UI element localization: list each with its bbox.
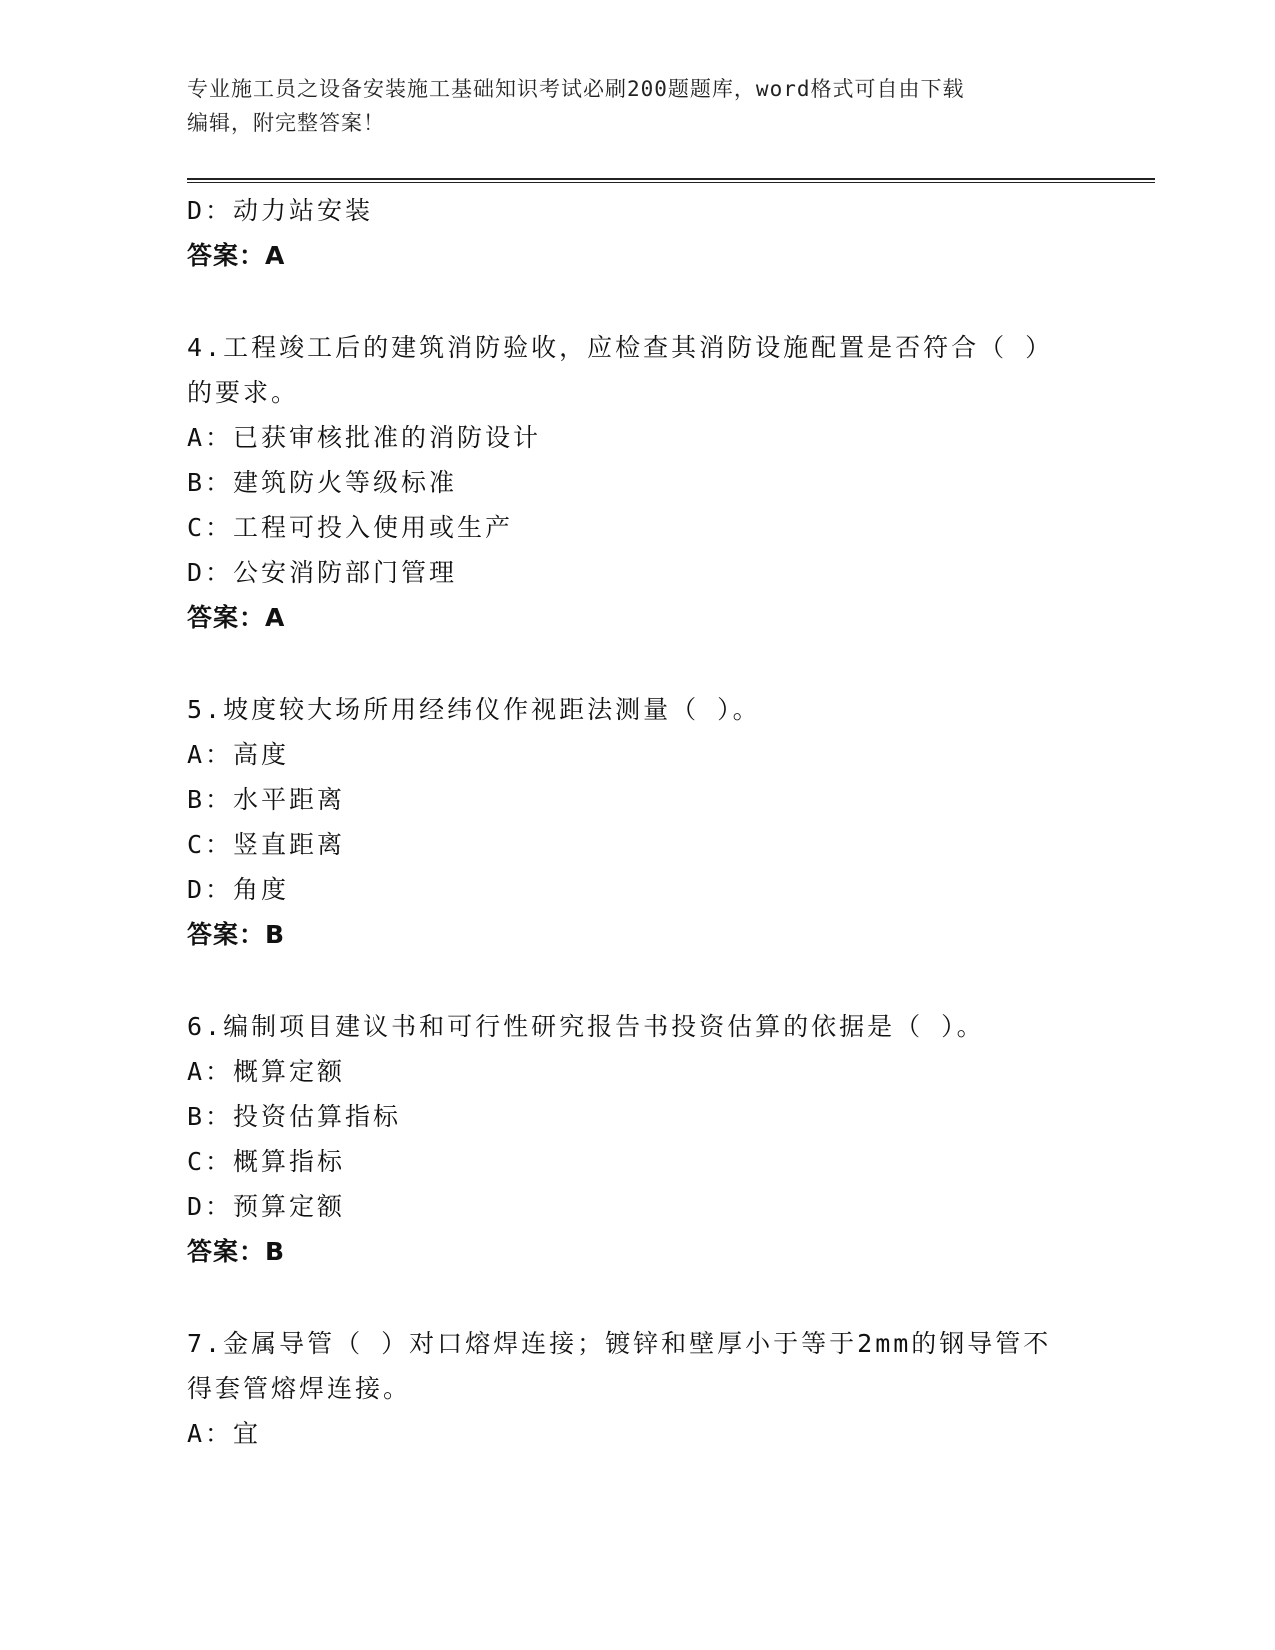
question-5: [187, 687, 1087, 957]
question-4: [187, 325, 1087, 640]
option-c: C：竖直距离: [187, 830, 346, 859]
question-text: 6.编制项目建议书和可行性研究报告书投资估算的依据是（ ）。: [187, 1012, 985, 1041]
option-a: A：宜: [187, 1419, 262, 1448]
answer: 答案：B: [187, 1237, 286, 1266]
option-d: D：预算定额: [187, 1192, 346, 1221]
option-a: A：已获审核批准的消防设计: [187, 423, 542, 452]
option-b: B：建筑防火等级标准: [187, 468, 458, 497]
option-b: B：水平距离: [187, 785, 346, 814]
option-d: D：动力站安装: [187, 196, 374, 225]
question-text: 7.金属导管（ ）对口熔焊连接；镀锌和壁厚小于等于2mm的钢导管不: [187, 1329, 1052, 1358]
header-title-line-2: 编辑，附完整答案！: [187, 111, 385, 135]
option-d: D：角度: [187, 875, 290, 904]
question-text: 4.工程竣工后的建筑消防验收，应检查其消防设施配置是否符合（ ）: [187, 333, 1054, 362]
header-title-line-1: 专业施工员之设备安装施工基础知识考试必刷200题题库，word格式可自由下载: [187, 77, 965, 101]
question-7: [187, 1321, 1087, 1456]
answer: 答案：B: [187, 920, 286, 949]
question-3-tail: [187, 188, 1087, 278]
header-divider: [187, 178, 1155, 183]
option-d: D：公安消防部门管理: [187, 558, 458, 587]
option-c: C：工程可投入使用或生产: [187, 513, 514, 542]
option-b: B：投资估算指标: [187, 1102, 402, 1131]
question-text-continued: 得套管熔焊连接。: [187, 1374, 412, 1403]
option-c: C：概算指标: [187, 1147, 346, 1176]
question-6: [187, 1004, 1087, 1274]
page-header: [187, 72, 1067, 140]
option-a: A：高度: [187, 740, 290, 769]
answer: 答案：A: [187, 241, 286, 270]
question-text-continued: 的要求。: [187, 378, 300, 407]
question-text: 5.坡度较大场所用经纬仪作视距法测量（ ）。: [187, 695, 761, 724]
question-list: [187, 188, 1087, 1456]
option-a: A：概算定额: [187, 1057, 346, 1086]
answer: 答案：A: [187, 603, 286, 632]
